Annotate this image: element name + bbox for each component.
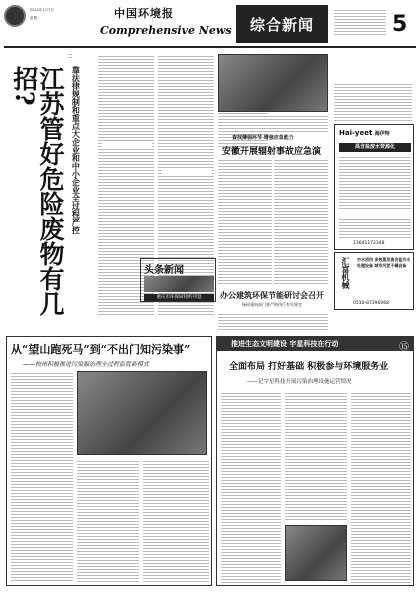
section-title: 综合新闻: [236, 5, 328, 43]
weekday: 星期一: [30, 16, 41, 20]
seminar-sub: 杨同建筑部门要严格执行有关规定: [242, 302, 302, 307]
drill-story: [218, 52, 328, 307]
photo-caption: [330, 52, 414, 124]
headline-news-title: 头条新闻: [144, 265, 184, 276]
haiyeet-ad: [334, 124, 414, 250]
huifu-name: 汇富机械: [341, 257, 350, 289]
haiyeet-phone: 13641172348: [353, 241, 385, 246]
headline-news-caption: 重庆市环保局特约刊登: [144, 294, 214, 301]
seminar-headline: 办公建筑环保节能研讨会召开: [220, 291, 324, 300]
promo-story: [216, 336, 414, 586]
huifu-desc: 中水回用 多效蒸发高含盐污水处理设备 城市污泥干燥设备: [357, 257, 411, 268]
main-deck: 靠法律规制和重点大企业和中小企业全过程严控: [71, 66, 81, 234]
page-number: 5: [392, 12, 408, 37]
promo-headline: 全面布局 打好基础 积极参与环境服务业: [229, 362, 389, 372]
feature-story: [6, 336, 212, 586]
promo-sub: ——记宇星科技开展污染治理设施运营情况: [247, 379, 352, 385]
seminar-body: [218, 312, 328, 332]
headline-news-box: [140, 258, 216, 302]
newspaper-logo-icon: [4, 5, 26, 27]
huifu-ad: [334, 252, 414, 310]
main-headline: 江苏管好危险废物有几招?: [9, 66, 65, 316]
feature-headline: 从“望山跑死马”到“不出门知污染事”: [11, 343, 191, 356]
feature-sub: ——杭州积极推进污染源治理全过程监管新模式: [23, 361, 150, 368]
paper-name-cn: 中国环境报: [114, 7, 174, 20]
facility-photo: [285, 525, 347, 581]
haiyeet-brand: Hai-yeet 海伊特: [339, 129, 390, 137]
children-photo: [218, 54, 328, 112]
huifu-phone: 0510-87396068: [353, 301, 389, 306]
edition-date: 2012年1月7日: [30, 8, 54, 12]
contact-block: [334, 8, 386, 36]
paper-name-en: Comprehensive News: [100, 24, 232, 37]
drill-kicker: 查找薄弱环节 增强应急能力: [232, 135, 294, 141]
drill-headline: 安徽开展辐射事故应急演: [222, 147, 322, 157]
masthead: [4, 4, 416, 48]
haiyeet-product: 高含盐废水资源化: [339, 143, 411, 152]
monitoring-room-photo: [77, 371, 207, 455]
promo-badge: ⑮: [399, 342, 409, 353]
promo-banner: 推进生态文明建设 宇星科技在行动: [217, 337, 413, 351]
